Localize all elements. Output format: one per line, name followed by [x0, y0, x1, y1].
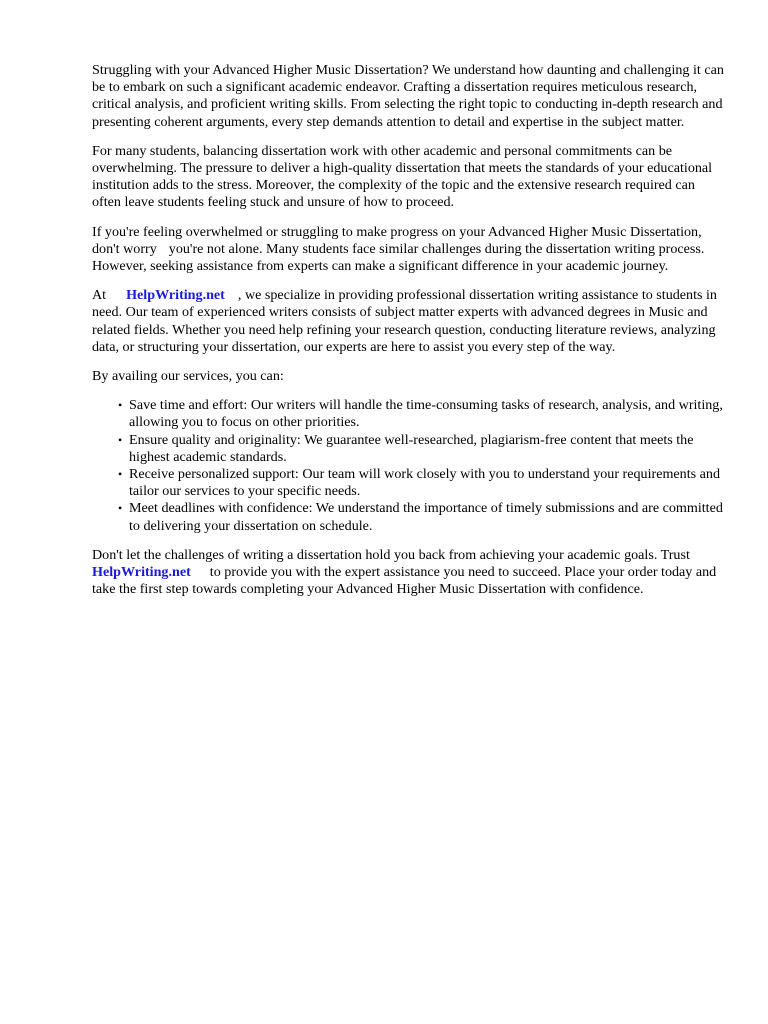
closing-paragraph [92, 547, 726, 599]
list-item [118, 432, 726, 466]
service-text-start: At [92, 287, 107, 304]
bullet-icon: • [118, 467, 123, 482]
list-item-text: Save time and effort: Our writers will handle the time-consuming tasks of research, analysis, and writing, allowing you to focus on other priorities. [129, 397, 723, 431]
list-item [118, 466, 726, 500]
helpwriting-link[interactable]: HelpWriting.net [92, 564, 191, 581]
service-paragraph [92, 287, 726, 356]
closing-text-end: to provide you with the expert assistance you need to succeed. Place your order today and take the first step towards completing your Advanced Higher Music Dissertation with confidence. [92, 564, 717, 598]
list-item-text: Ensure quality and originality: We guarantee well-researched, plagiarism-free content that meets the highest academic standards. [129, 431, 694, 465]
bullet-icon: • [118, 501, 123, 516]
reassurance-text-start: If you're feeling overwhelmed or struggling to make progress on your Advanced Higher Music Dissertation, don't worry [92, 223, 702, 257]
helpwriting-link[interactable]: HelpWriting.net [126, 287, 225, 304]
reassurance-text-end: you're not alone. Many students face similar challenges during the dissertation writing process. However, seeking assistance from experts can make a significant difference in your academic journey. [92, 240, 705, 275]
intro-paragraph: Struggling with your Advanced Higher Music Dissertation? We understand how daunting and challenging it can be to embark on such a significant academic endeavor. Crafting a dissertation requires meticulous research, critical analysis, and proficient writing skills. From selecting the right topic to conducting in-depth research and presenting coherent arguments, every step demands attention to detail and expertise in the subject matter. [92, 62, 724, 130]
list-item-text: Meet deadlines with confidence: We understand the importance of timely submissions and are committed to delivering your dissertation on schedule. [129, 500, 723, 534]
bullet-icon: • [118, 432, 123, 447]
closing-text-start: Don't let the challenges of writing a dissertation hold you back from achieving your academic goals. Trust [92, 546, 690, 563]
challenges-paragraph: For many students, balancing dissertation work with other academic and personal commitments can be overwhelming. The pressure to deliver a high-quality dissertation that meets the standards of your educational institution adds to the stress. Moreover, the complexity of the topic and the extensive research required can often leave students feeling stuck and unsure of how to proceed. [92, 142, 713, 211]
reassurance-paragraph [92, 224, 726, 276]
benefits-intro: By availing our services, you can: [92, 368, 284, 385]
document-body [92, 62, 726, 610]
service-text-end: , we specialize in providing professional dissertation writing assistance to students in need. Our team of experienced writers consists of subject matter experts with advanced degrees in Music and related fields. Whether you need help refining your research question, conducting literature reviews, analyzing data, or structuring your dissertation, our experts are here to assist you every step of the way. [92, 287, 717, 355]
list-item [118, 500, 726, 534]
list-item [118, 397, 726, 431]
benefits-list [92, 397, 726, 535]
bullet-icon: • [118, 398, 123, 413]
list-item-text: Receive personalized support: Our team will work closely with you to understand your requirements and tailor our services to your specific needs. [129, 466, 721, 500]
